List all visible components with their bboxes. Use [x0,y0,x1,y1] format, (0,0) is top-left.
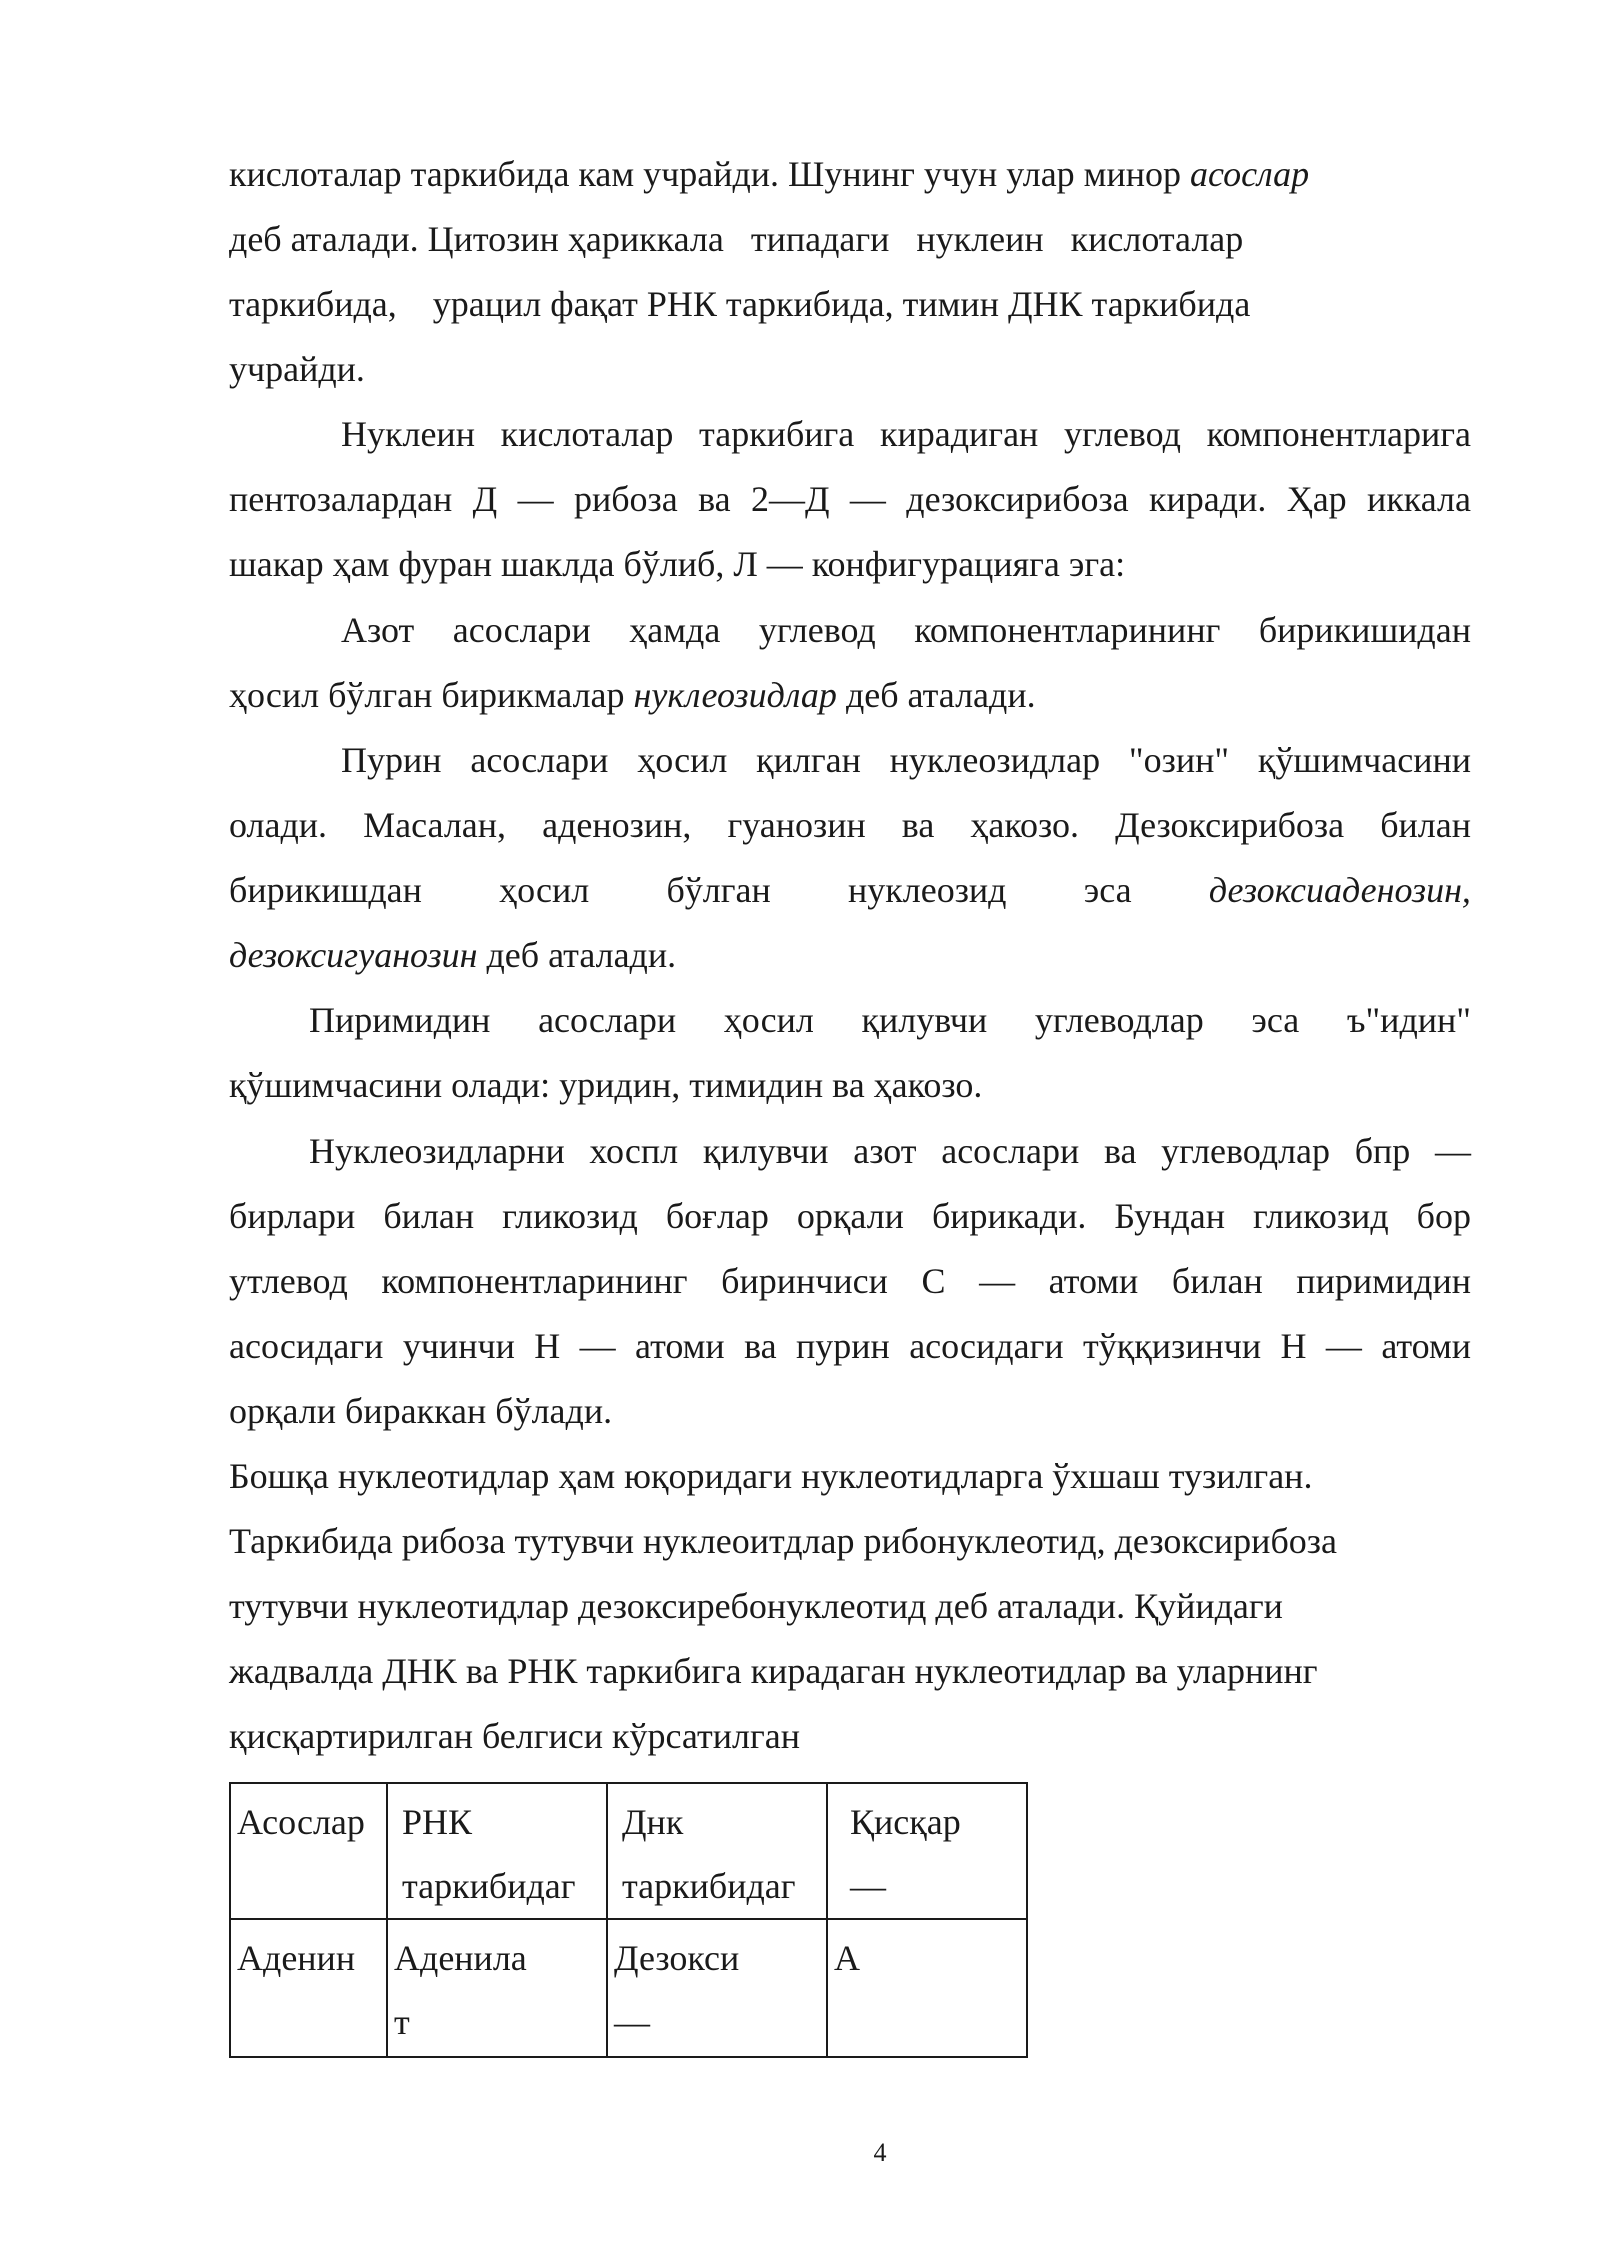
table-row [230,1919,1027,2057]
paragraph-5-line-1: Пиримидин асослари ҳосил қилувчи углеводлар эса ъ"идин" [309,1000,1471,1040]
paragraph-4-line-2: олади. Масалан, аденозин, гуанозин ва ҳакозо. Дезоксирибоза билан [229,805,1471,845]
paragraph-6-line-5: орқали бираккан бўлади. [229,1391,613,1431]
table-cell [230,1919,387,2057]
paragraph-7-line-2: Таркибида рибоза тутувчи нуклеоитдлар рибонуклеотид, дезоксирибоза [229,1521,1337,1561]
word: бирикишдан [229,870,422,910]
table-cell [607,1919,827,2057]
text-span: деб аталади. [477,935,677,975]
cell-line: таркибидаг [402,1866,576,1906]
cell-line: Аденин [237,1938,356,1978]
paragraph-1-line-3: таркибида, урацил фақат РНК таркибида, тимин ДНК таркибида [229,284,1251,324]
paragraph-7-line-5: қисқартирилган белгиси кўрсатилган [229,1716,800,1756]
paragraph-6-line-4: асосидаги учинчи Н — атоми ва пурин асосидаги тўққизинчи Н — атоми [229,1326,1471,1366]
paragraph-6-line-3: утлевод компонентларининг биринчиси С — атоми билан пиримидин [229,1261,1471,1301]
paragraph-6-line-1: Нуклеозидларни хоспл қилувчи азот асослари ва углеводлар бпр — [309,1131,1471,1171]
paragraph-5-line-2: қўшимчасини олади: уридин, тимидин ва ҳакозо. [229,1065,983,1105]
paragraph-1-line-2: деб аталади. Цитозин ҳариккала типадаги нуклеин кислоталар [229,219,1244,259]
page-number: 4 [873,2138,887,2167]
cell-line: Аденила [394,1938,527,1978]
cell-line: Днк [622,1802,684,1842]
table-header-cell [230,1783,387,1919]
paragraph-1-line-1 [229,152,1471,196]
cell-line: — [614,2002,650,2042]
table-header-cell [607,1783,827,1919]
paragraph-3-line-1: Азот асослари ҳамда углевод компонентларининг бирикишидан [341,610,1471,650]
paragraph-1-line-4: учрайди. [229,349,365,389]
paragraph-4-line-1: Пурин асослари ҳосил қилган нуклеозидлар "озин" қўшимчасини [341,740,1471,780]
italic-term: нуклеозидлар [633,675,837,715]
cell-line: Асослар [237,1802,365,1842]
paragraph-3-line-2 [229,673,1036,717]
word: нуклеозид [848,870,1007,910]
italic-term: дезоксиаденозин, [1208,870,1471,910]
paragraph-7-line-4: жадвалда ДНК ва РНК таркибига кирадаган нуклеотидлар ва уларнинг [229,1651,1318,1691]
word: ҳосил [499,870,590,910]
table-header-cell [387,1783,607,1919]
cell-line: Дезокси [614,1938,740,1978]
table-cell [827,1919,1027,2057]
paragraph-2-line-3: шакар ҳам фуран шаклда бўлиб, Л — конфигурацияга эга: [229,544,1126,584]
word: эса [1083,870,1132,910]
table-header-cell [827,1783,1027,1919]
paragraph-2-line-2: пентозалардан Д — рибоза ва 2—Д — дезоксирибоза киради. Ҳар иккала [229,479,1471,519]
text-span: деб аталади. [836,675,1036,715]
cell-line: т [394,2002,410,2042]
table-header-row [230,1783,1027,1919]
paragraph-4-line-3 [229,868,1471,912]
cell-line: Қисқар [850,1802,961,1842]
paragraph-7-line-1: Бошқа нуклеотидлар ҳам юқоридаги нуклеотидларга ўхшаш тузилган. [229,1456,1313,1496]
italic-term: дезоксигуанозин [229,935,478,975]
paragraph-4-line-4 [229,933,676,977]
text-span: кислоталар таркибида кам учрайди. Шунинг учун улар минор [229,154,1190,194]
cell-line: таркибидаг [622,1866,796,1906]
word: бўлган [666,870,771,910]
paragraph-2-line-1: Нуклеин кислоталар таркибига кирадиган углевод компонентларига [341,414,1471,454]
paragraph-6-line-2: бирлари билан гликозид боғлар орқали бирикади. Бундан гликозид бор [229,1196,1471,1236]
cell-line: РНК [402,1802,473,1842]
italic-term: асослар [1189,154,1310,194]
paragraph-7-line-3: тутувчи нуклеотидлар дезоксиребонуклеотид деб аталади. Қуйидаги [229,1586,1283,1626]
cell-line: А [834,1938,860,1978]
nucleotide-table [229,1782,1028,2058]
text-span: ҳосил бўлган бирикмалар [229,675,634,715]
table-cell [387,1919,607,2057]
cell-line: — [850,1866,886,1906]
